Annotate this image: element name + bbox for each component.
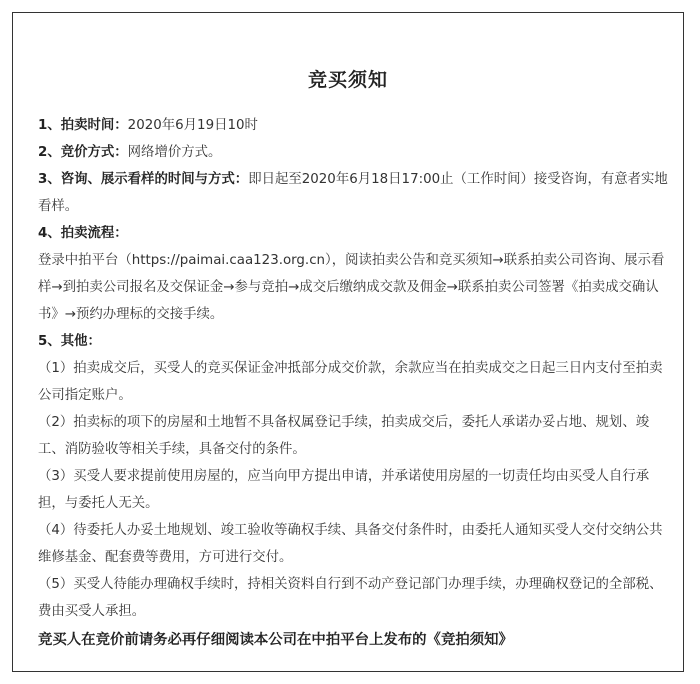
item-text: 2020年6月19日10时: [127, 118, 258, 133]
item-text: 即日起至2020年6月18日17:00止（工作时间）接受咨询，有意者实地看样。: [38, 172, 668, 214]
page-title: 竞买须知: [307, 69, 388, 91]
subitem-1: （1）拍卖成交后，买受人的竞买保证金冲抵部分成交价款，余款应当在拍卖成交之日起三日内支付至拍卖公司指定账户。: [38, 361, 663, 403]
item-bidding-method: [38, 139, 668, 166]
notice-content: [38, 112, 668, 654]
footer-note: 竞买人在竞价前请务必再仔细阅读本公司在中拍平台上发布的《竞拍须知》: [38, 632, 513, 648]
item-label: 2、竞价方式：: [38, 145, 128, 160]
subitem-3: （3）买受人要求提前使用房屋的，应当向甲方提出申请，并承诺使用房屋的一切责任均由买受人自行承担，与委托人无关。: [38, 469, 650, 511]
item-label: 3、咨询、展示看样的时间与方式：: [38, 172, 249, 187]
notice-frame: [12, 12, 684, 672]
item-label: 1、拍卖时间：: [38, 118, 128, 133]
item-other-label: [38, 328, 668, 355]
item-auction-process-label: [38, 220, 668, 247]
subitem-4: （4）待委托人办妥土地规划、竣工验收等确权手续、具备交付条件时，由委托人通知买受人交付交纳公共维修基金、配套费等费用，方可进行交付。: [38, 523, 663, 565]
item-auction-time: [38, 112, 668, 139]
item-auction-process-text: 登录中拍平台（https://paimai.caa123.org.cn），阅读拍卖公告和竞买须知→联系拍卖公司咨询、展示看样→到拍卖公司报名及交保证金→参与竞拍→成交后缴纳成交款及佣金→联系拍卖公司签署《拍卖成交确认书》→预约办理标的交接手续。: [38, 253, 665, 322]
item-viewing-time: [38, 166, 668, 220]
subitem-5: （5）买受人待能办理确权手续时，持相关资料自行到不动产登记部门办理手续，办理确权登记的全部税、费由买受人承担。: [38, 577, 663, 619]
item-text: 网络增价方式。: [127, 145, 222, 160]
subitem-2: （2）拍卖标的项下的房屋和土地暂不具备权属登记手续，拍卖成交后，委托人承诺办妥占地、规划、竣工、消防验收等相关手续，具备交付的条件。: [38, 415, 650, 457]
item-label: 5、其他：: [38, 334, 101, 349]
item-label: 4、拍卖流程：: [38, 226, 128, 241]
